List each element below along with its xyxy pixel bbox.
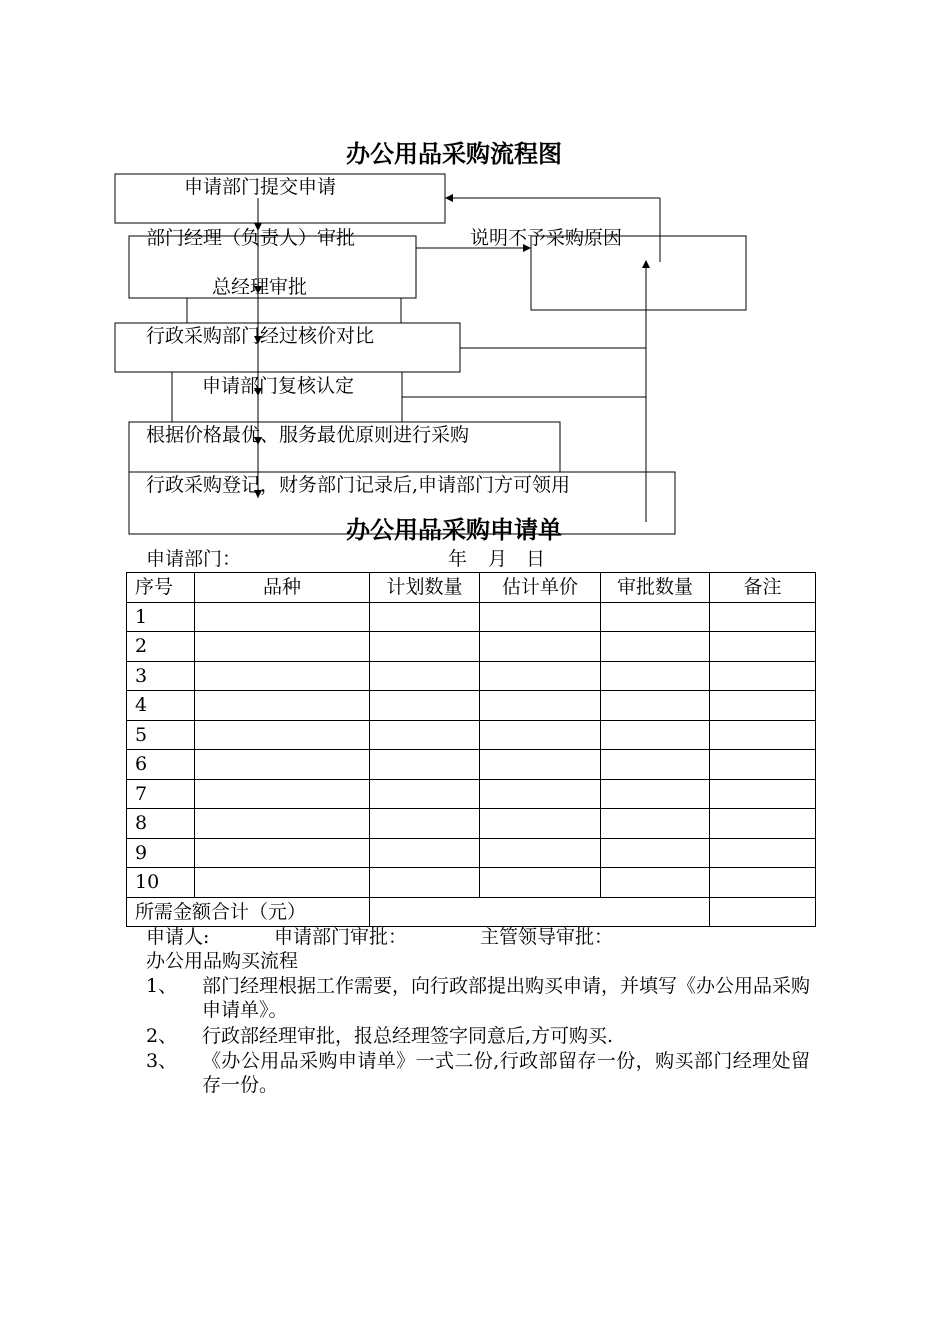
cell-approved-qty[interactable]	[601, 602, 710, 632]
row-index: 6	[127, 750, 195, 780]
cell-approved-qty[interactable]	[601, 809, 710, 839]
row-index: 1	[127, 602, 195, 632]
cell-approved-qty[interactable]	[601, 632, 710, 662]
cell-remarks[interactable]	[710, 632, 816, 662]
total-amount-cell[interactable]	[370, 897, 710, 927]
cell-est-price[interactable]	[480, 779, 601, 809]
header-index: 序号	[127, 573, 195, 603]
flowchart-title: 办公用品采购流程图	[346, 140, 562, 168]
cell-planned-qty[interactable]	[370, 602, 480, 632]
table-row	[127, 809, 816, 839]
cell-est-price[interactable]	[480, 720, 601, 750]
cell-approved-qty[interactable]	[601, 868, 710, 898]
cell-approved-qty[interactable]	[601, 838, 710, 868]
header-est-price: 估计单价	[480, 573, 601, 603]
cell-item[interactable]	[195, 809, 370, 839]
procedure-item	[146, 974, 810, 1022]
procedure-item-text: 行政部经理审批，报总经理签字同意后,方可购买.	[202, 1025, 614, 1047]
table-row	[127, 720, 816, 750]
cell-item[interactable]	[195, 838, 370, 868]
table-row	[127, 750, 816, 780]
flow-step-register: 行政采购登记，财务部门记录后,申请部门方可领用	[146, 474, 571, 496]
flow-step-dept-verify: 申请部门复核认定	[202, 375, 355, 397]
cell-est-price[interactable]	[480, 809, 601, 839]
cell-item[interactable]	[195, 691, 370, 721]
dept-approval-label: 申请部门审批：	[274, 926, 408, 948]
leader-approval-label: 主管领导审批：	[480, 926, 614, 948]
procedure-item	[146, 1049, 810, 1097]
cell-remarks[interactable]	[710, 720, 816, 750]
cell-approved-qty[interactable]	[601, 750, 710, 780]
cell-approved-qty[interactable]	[601, 720, 710, 750]
cell-approved-qty[interactable]	[601, 779, 710, 809]
cell-remarks[interactable]	[710, 661, 816, 691]
row-index: 5	[127, 720, 195, 750]
table-header-row	[127, 573, 816, 603]
row-index: 2	[127, 632, 195, 662]
total-label: 所需金额合计（元）	[127, 897, 370, 927]
header-item: 品种	[195, 573, 370, 603]
procedure-item-number: 2、	[146, 1025, 178, 1047]
cell-planned-qty[interactable]	[370, 720, 480, 750]
date-month-label: 月	[488, 548, 508, 570]
table-row	[127, 691, 816, 721]
cell-item[interactable]	[195, 720, 370, 750]
row-index: 7	[127, 779, 195, 809]
cell-est-price[interactable]	[480, 661, 601, 691]
table-row	[127, 602, 816, 632]
applicant-label: 申请人:	[146, 926, 210, 948]
cell-remarks[interactable]	[710, 868, 816, 898]
table-total-row	[127, 897, 816, 927]
procedure-item-text: 《办公用品采购申请单》一式二份,行政部留存一份，购买部门经理处留存一份。	[202, 1050, 810, 1096]
form-title: 办公用品采购申请单	[346, 516, 562, 544]
cell-remarks[interactable]	[710, 750, 816, 780]
row-index: 3	[127, 661, 195, 691]
table-row	[127, 838, 816, 868]
row-index: 4	[127, 691, 195, 721]
table-row	[127, 779, 816, 809]
cell-item[interactable]	[195, 868, 370, 898]
row-index: 9	[127, 838, 195, 868]
cell-item[interactable]	[195, 661, 370, 691]
cell-item[interactable]	[195, 750, 370, 780]
cell-approved-qty[interactable]	[601, 691, 710, 721]
table-row	[127, 868, 816, 898]
purchase-request-table	[126, 572, 816, 927]
header-remarks: 备注	[710, 573, 816, 603]
cell-item[interactable]	[195, 602, 370, 632]
header-approved-qty: 审批数量	[601, 573, 710, 603]
row-index: 8	[127, 809, 195, 839]
flow-step-price-compare: 行政采购部门经过核价对比	[146, 325, 375, 347]
cell-remarks[interactable]	[710, 602, 816, 632]
cell-planned-qty[interactable]	[370, 691, 480, 721]
cell-planned-qty[interactable]	[370, 661, 480, 691]
cell-est-price[interactable]	[480, 868, 601, 898]
cell-approved-qty[interactable]	[601, 661, 710, 691]
procedure-item-number: 3、	[146, 1050, 178, 1072]
date-year-label: 年	[448, 548, 468, 570]
cell-remarks[interactable]	[710, 779, 816, 809]
cell-remarks[interactable]	[710, 838, 816, 868]
flow-step-submit: 申请部门提交申请	[184, 176, 337, 198]
flow-step-gm-approval: 总经理审批	[212, 276, 308, 298]
procedure-item-text: 部门经理根据工作需要，向行政部提出购买申请，并填写《办公用品采购申请单》。	[202, 975, 811, 1021]
cell-est-price[interactable]	[480, 691, 601, 721]
procedure-item	[146, 1024, 810, 1048]
cell-item[interactable]	[195, 632, 370, 662]
flow-reject-reason: 说明不予采购原因	[470, 227, 623, 249]
flow-step-manager-approval: 部门经理（负责人）审批	[146, 227, 356, 249]
cell-item[interactable]	[195, 779, 370, 809]
cell-planned-qty[interactable]	[370, 779, 480, 809]
cell-planned-qty[interactable]	[370, 750, 480, 780]
cell-planned-qty[interactable]	[370, 809, 480, 839]
procedure-item-number: 1、	[146, 975, 178, 997]
cell-planned-qty[interactable]	[370, 868, 480, 898]
row-index: 10	[127, 868, 195, 898]
cell-remarks[interactable]	[710, 691, 816, 721]
cell-est-price[interactable]	[480, 632, 601, 662]
header-planned-qty: 计划数量	[370, 573, 480, 603]
date-day-label: 日	[526, 548, 546, 570]
cell-est-price[interactable]	[480, 750, 601, 780]
cell-remarks[interactable]	[710, 809, 816, 839]
cell-planned-qty[interactable]	[370, 632, 480, 662]
total-remarks-cell[interactable]	[710, 897, 816, 927]
cell-planned-qty[interactable]	[370, 838, 480, 868]
table-row	[127, 632, 816, 662]
procedure-heading: 办公用品购买流程	[146, 950, 299, 972]
cell-est-price[interactable]	[480, 838, 601, 868]
cell-est-price[interactable]	[480, 602, 601, 632]
flow-step-purchase: 根据价格最优、服务最优原则进行采购	[146, 424, 470, 446]
dept-label: 申请部门：	[146, 548, 242, 570]
table-row	[127, 661, 816, 691]
